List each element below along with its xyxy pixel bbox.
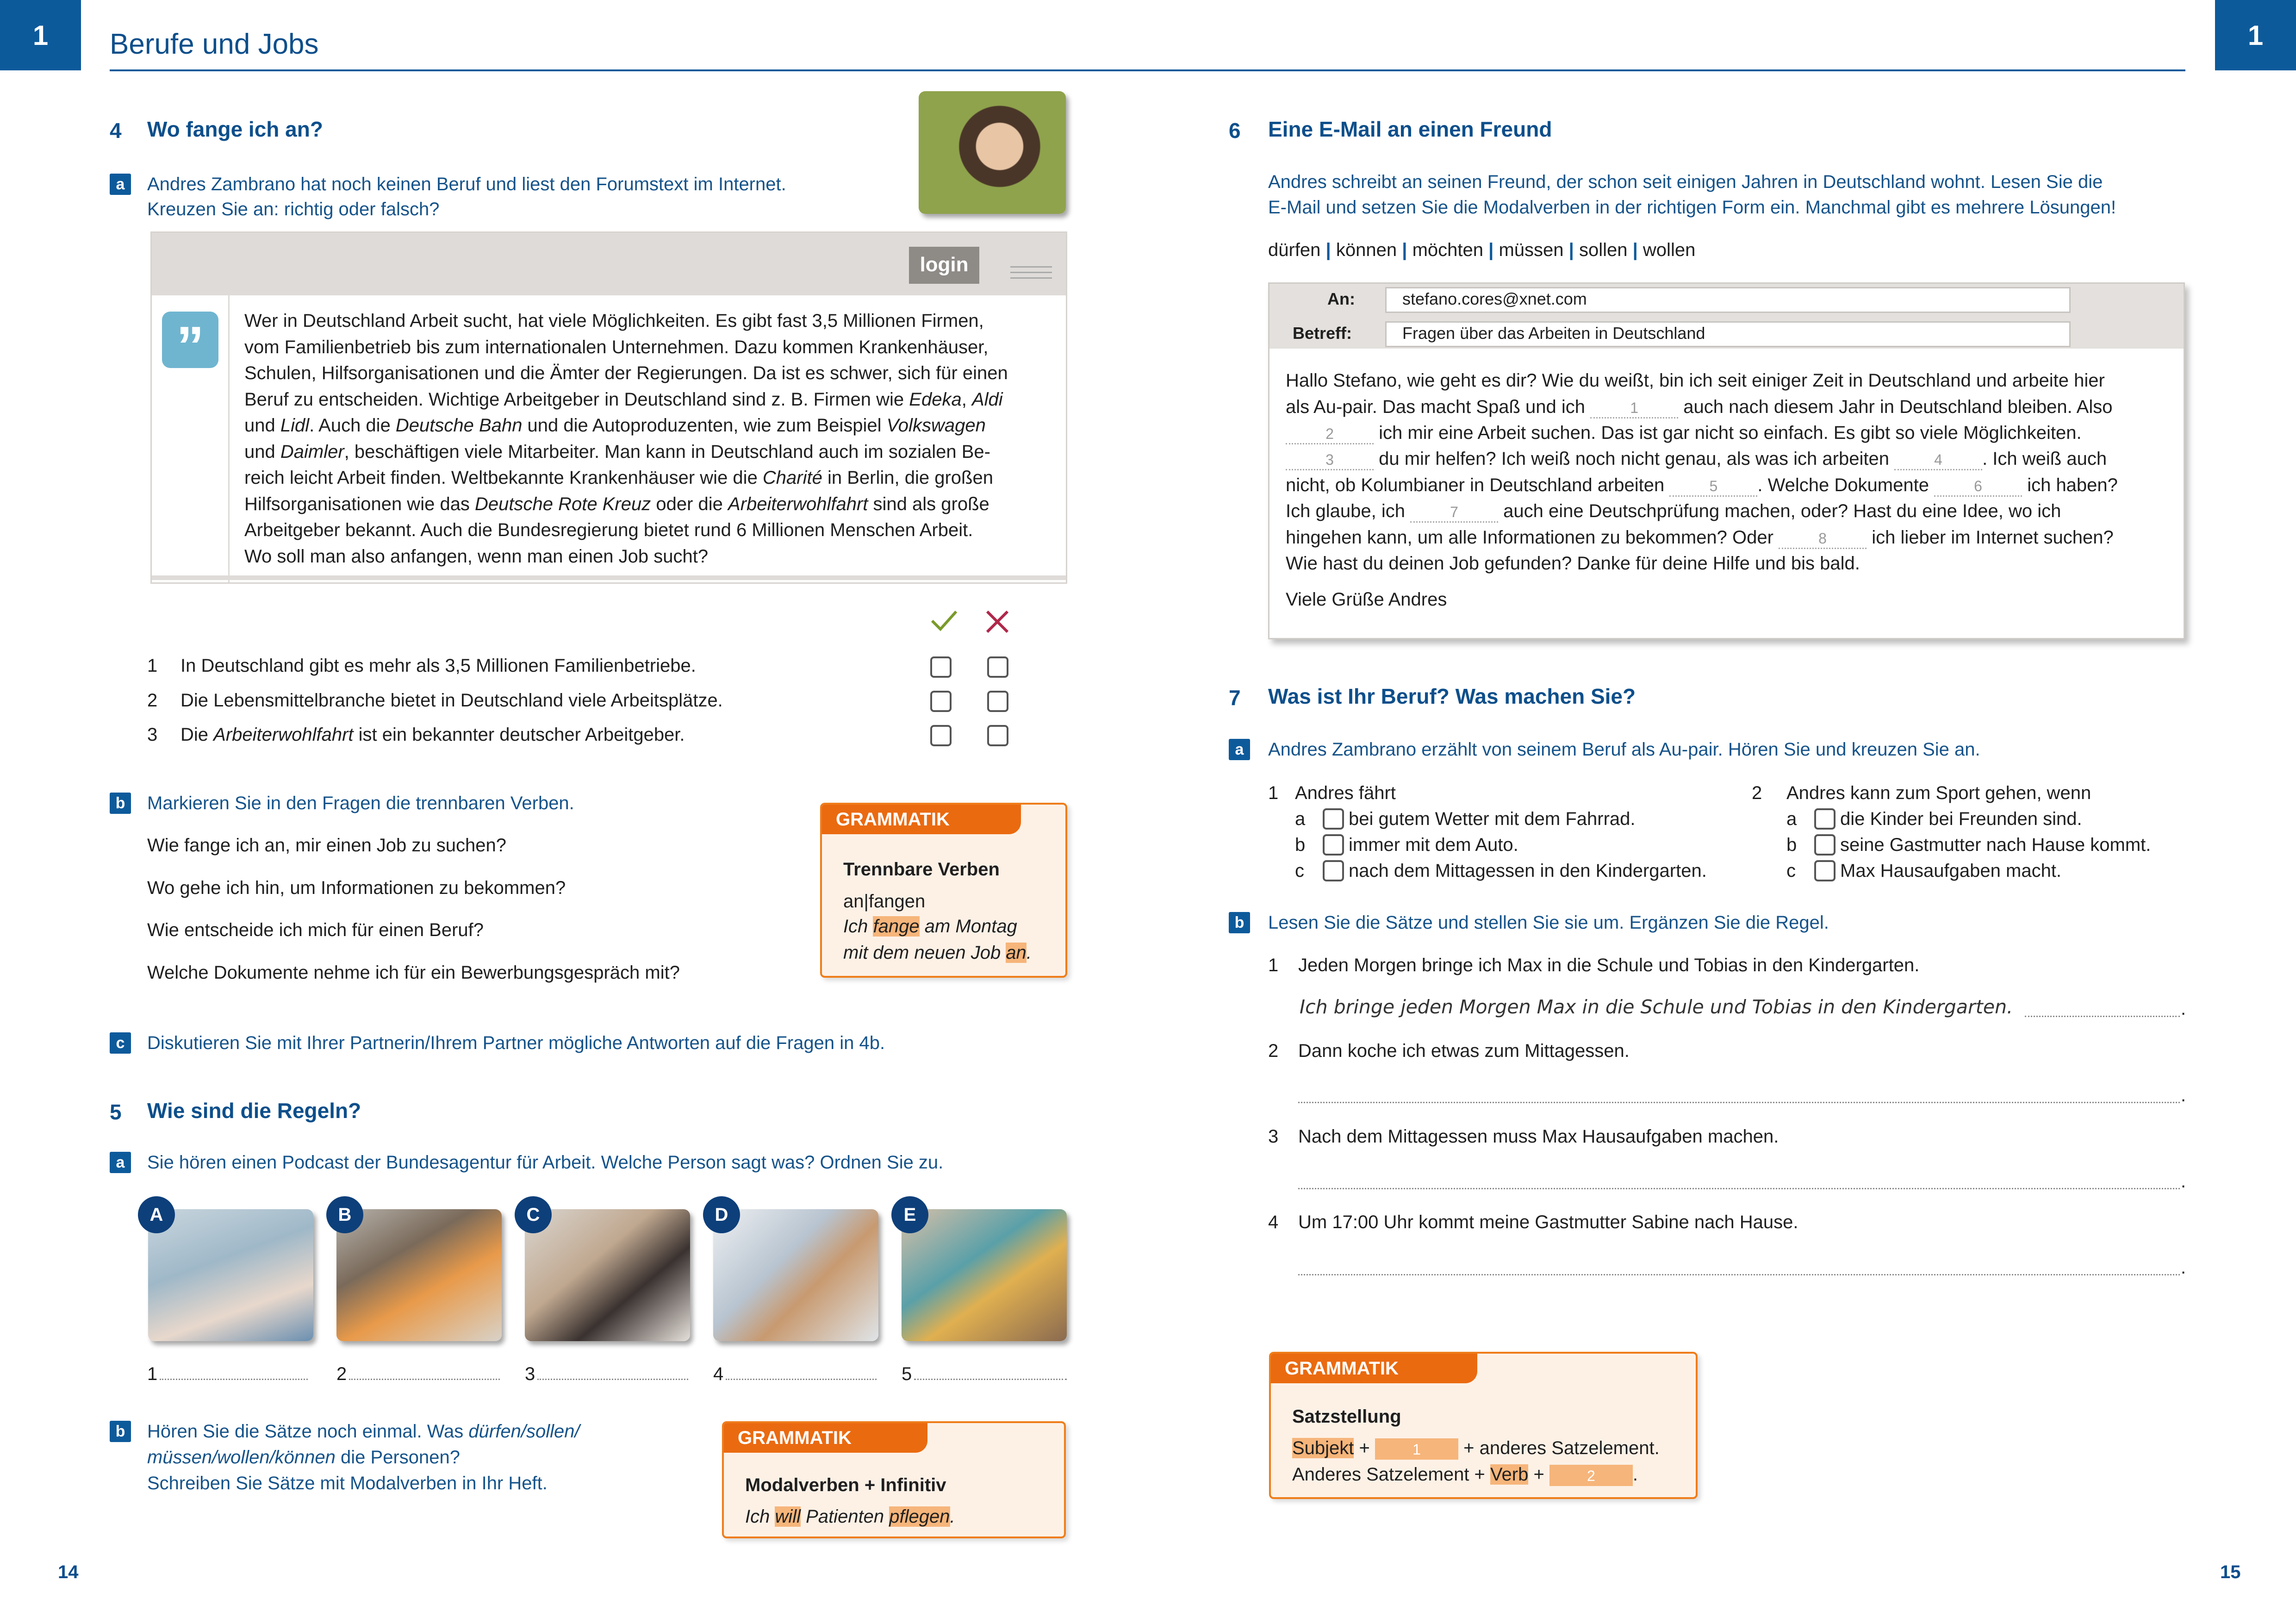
answer-5-line[interactable] bbox=[914, 1379, 1067, 1380]
q1-number: 1 bbox=[1268, 783, 1279, 803]
sentence-4-number: 4 bbox=[1268, 1212, 1279, 1232]
photo-hairdresser bbox=[525, 1209, 690, 1341]
email-gap-2[interactable]: 2 bbox=[1286, 425, 1374, 444]
email-line-4: 3 du mir helfen? Ich weiß noch nicht genau, als was ich arbeiten 4 . Ich weiß auch bbox=[1286, 446, 2107, 472]
checkmark-icon bbox=[930, 609, 958, 632]
exercise-7b-instruction: Lesen Sie die Sätze und stellen Sie sie um. Ergänzen Sie die Regel. bbox=[1268, 912, 1829, 933]
q2-option-b-checkbox[interactable] bbox=[1814, 834, 1836, 856]
q1-option-b-letter: b bbox=[1295, 835, 1306, 855]
exercise-7a-instruction: Andres Zambrano erzählt von seinem Beruf als Au-pair. Hören Sie und kreuzen Sie an. bbox=[1268, 739, 1980, 760]
statement-3-false-checkbox[interactable] bbox=[987, 725, 1008, 746]
photo-office bbox=[713, 1209, 878, 1341]
q2-option-a-letter: a bbox=[1786, 809, 1797, 829]
exercise-4c-instruction: Diskutieren Sie mit Ihrer Partnerin/Ihrem Partner mögliche Antworten auf die Fragen in 4b. bbox=[147, 1033, 885, 1053]
statement-2-number: 2 bbox=[147, 690, 158, 711]
email-line-1: Hallo Stefano, wie geht es dir? Wie du weißt, bin ich seit einiger Zeit in Deutschland und arbeite hier bbox=[1286, 370, 2105, 391]
sentence-4-period: . bbox=[2181, 1257, 2186, 1278]
answer-2-number: 2 bbox=[336, 1364, 347, 1384]
q2-option-c-letter: c bbox=[1786, 861, 1796, 881]
q1-option-a-text: bei gutem Wetter mit dem Fahrrad. bbox=[1349, 809, 1636, 829]
menu-icon[interactable] bbox=[1010, 266, 1052, 279]
forum-line-6: und Daimler, beschäftigen viele Mitarbeiter. Man kann in Deutschland auch im sozialen Be- bbox=[244, 442, 990, 462]
exercise-4b-instruction: Markieren Sie in den Fragen die trennbaren Verben. bbox=[147, 793, 574, 813]
cross-icon bbox=[984, 609, 1010, 635]
answer-4-line[interactable] bbox=[726, 1379, 877, 1380]
q1-stem: Andres fährt bbox=[1295, 783, 1396, 803]
forum-line-1: Wer in Deutschland Arbeit sucht, hat viele Möglichkeiten. Es gibt fast 3,5 Millionen Firmen, bbox=[244, 311, 984, 331]
grammar-gap-2[interactable]: 2 bbox=[1549, 1465, 1633, 1486]
photo-badge-a: A bbox=[138, 1196, 175, 1233]
exercise-5-title: Wie sind die Regeln? bbox=[147, 1099, 361, 1123]
email-line-7: hingehen kann, um alle Informationen zu bekommen? Oder 8 ich lieber im Internet suchen? bbox=[1286, 525, 2114, 550]
email-signature: Viele Grüße Andres bbox=[1286, 589, 1447, 610]
answer-5-number: 5 bbox=[902, 1364, 912, 1384]
chapter-title: Berufe und Jobs bbox=[110, 28, 319, 60]
q1-option-b-text: immer mit dem Auto. bbox=[1349, 835, 1518, 855]
chapter-number-right: 1 bbox=[2215, 0, 2296, 70]
email-to-value: stefano.cores@xnet.com bbox=[1402, 289, 1587, 308]
exercise-7-number: 7 bbox=[1229, 686, 1241, 710]
login-button[interactable]: login bbox=[909, 247, 979, 284]
photo-badge-b: B bbox=[326, 1196, 363, 1233]
exercise-6-intro-2: E-Mail und setzen Sie die Modalverben in der richtigen Form ein. Manchmal gibt es mehrere Lösungen! bbox=[1268, 197, 2116, 218]
photo-badge-c: C bbox=[515, 1196, 552, 1233]
grammar-rule-2: Anderes Satzelement + Verb + 2 . bbox=[1292, 1462, 1638, 1487]
grammar-label-7: GRAMMATIK bbox=[1271, 1354, 1477, 1383]
forum-line-8: Hilfsorganisationen wie das Deutsche Rote Kreuz oder die Arbeiterwohlfahrt sind als große bbox=[244, 494, 989, 514]
email-line-6: Ich glaube, ich 7 auch eine Deutschprüfung machen, oder? Hast du eine Idee, wo ich bbox=[1286, 498, 2061, 524]
sentence-2-number: 2 bbox=[1268, 1041, 1279, 1061]
grammar-example-line-1: Ich fange am Montag bbox=[843, 916, 1017, 937]
grammar-label: GRAMMATIK bbox=[822, 805, 1021, 834]
forum-line-5: und Lidl. Auch die Deutsche Bahn und die Autoproduzenten, wie zum Beispiel Volkswagen bbox=[244, 415, 986, 436]
question-4: Welche Dokumente nehme ich für ein Bewerbungsgespräch mit? bbox=[147, 962, 680, 983]
chapter-number-left: 1 bbox=[0, 0, 81, 70]
answer-2-line[interactable] bbox=[349, 1379, 500, 1380]
andres-portrait bbox=[919, 91, 1066, 214]
photo-painter bbox=[336, 1209, 502, 1341]
photo-dentist bbox=[148, 1209, 313, 1341]
sentence-1-number: 1 bbox=[1268, 955, 1279, 975]
sentence-2-text: Dann koche ich etwas zum Mittagessen. bbox=[1298, 1041, 1630, 1061]
statement-1-true-checkbox[interactable] bbox=[930, 656, 952, 678]
statement-2-false-checkbox[interactable] bbox=[987, 691, 1008, 712]
exercise-4c-tag: c bbox=[110, 1032, 131, 1054]
statement-3-true-checkbox[interactable] bbox=[930, 725, 952, 746]
answer-3-line[interactable] bbox=[537, 1379, 688, 1380]
answer-3-number: 3 bbox=[525, 1364, 535, 1384]
email-to-label: An: bbox=[1327, 289, 1355, 308]
grammar-example-line-2: mit dem neuen Job an. bbox=[843, 943, 1032, 963]
q2-option-a-checkbox[interactable] bbox=[1814, 808, 1836, 830]
question-1: Wie fange ich an, mir einen Job zu suchen? bbox=[147, 835, 506, 856]
q2-stem: Andres kann zum Sport gehen, wenn bbox=[1786, 783, 2091, 803]
q2-number: 2 bbox=[1752, 783, 1762, 803]
page-number-right: 15 bbox=[2220, 1562, 2241, 1582]
email-line-3: 2 ich mir eine Arbeit suchen. Das ist gar nicht so einfach. Es gibt so viele Möglichkeiten. bbox=[1286, 420, 2082, 446]
forum-line-4: Beruf zu entscheiden. Wichtige Arbeitgeber in Deutschland sind z. B. Firmen wie Edeka, Aldi bbox=[244, 389, 1003, 410]
sentence-3-number: 3 bbox=[1268, 1126, 1279, 1147]
statement-3-number: 3 bbox=[147, 725, 158, 745]
email-gap-6[interactable]: 6 bbox=[1934, 477, 2022, 497]
q1-option-b-checkbox[interactable] bbox=[1323, 834, 1344, 856]
sentence-4-answer-line[interactable] bbox=[1298, 1274, 2180, 1275]
exercise-5a-instruction: Sie hören einen Podcast der Bundesagentur für Arbeit. Welche Person sagt was? Ordnen Sie zu. bbox=[147, 1152, 944, 1173]
exercise-6-title: Eine E-Mail an einen Freund bbox=[1268, 117, 1552, 141]
answer-1-number: 1 bbox=[147, 1364, 158, 1384]
exercise-5b-tag: b bbox=[110, 1421, 131, 1442]
exercise-6-intro-1: Andres schreibt an seinen Freund, der schon seit einigen Jahren in Deutschland wohnt. Lesen Sie die bbox=[1268, 172, 2103, 192]
email-gap-3[interactable]: 3 bbox=[1286, 450, 1374, 470]
header-rule bbox=[110, 69, 2185, 71]
email-subject-label: Betreff: bbox=[1293, 324, 1352, 343]
email-line-5: nicht, ob Kolumbianer in Deutschland arbeiten 5 . Welche Dokumente 6 ich haben? bbox=[1286, 472, 2118, 498]
quote-icon: ” bbox=[162, 312, 218, 368]
exercise-7a-tag: a bbox=[1229, 739, 1250, 760]
answer-1-line[interactable] bbox=[160, 1379, 308, 1380]
exercise-5b-instruction-3: Schreiben Sie Sätze mit Modalverben in Ihr Heft. bbox=[147, 1473, 548, 1493]
sentence-1-text: Jeden Morgen bringe ich Max in die Schule und Tobias in den Kindergarten. bbox=[1298, 955, 1920, 975]
exercise-7b-tag: b bbox=[1229, 912, 1250, 933]
page-number-left: 14 bbox=[58, 1562, 79, 1582]
answer-4-number: 4 bbox=[713, 1364, 724, 1384]
q2-option-c-text: Max Hausaufgaben macht. bbox=[1840, 861, 2062, 881]
email-gap-7[interactable]: 7 bbox=[1410, 503, 1498, 523]
grammar-label-5: GRAMMATIK bbox=[724, 1423, 927, 1453]
exercise-5a-tag: a bbox=[110, 1152, 131, 1173]
grammar-example-infinitive: an|fangen bbox=[843, 891, 926, 912]
sentence-2-period: . bbox=[2181, 1085, 2186, 1106]
email-line-8: Wie hast du deinen Job gefunden? Danke für deine Hilfe und bis bald. bbox=[1286, 553, 1860, 574]
exercise-4a-tag: a bbox=[110, 174, 131, 195]
grammar-rule-1: Subjekt + 1 + anderes Satzelement. bbox=[1292, 1435, 1660, 1461]
exercise-4a-instruction-1: Andres Zambrano hat noch keinen Beruf und liest den Forumstext im Internet. bbox=[147, 174, 786, 194]
photo-badge-d: D bbox=[703, 1196, 740, 1233]
email-gap-1[interactable]: 1 bbox=[1590, 399, 1678, 418]
statement-1-text: In Deutschland gibt es mehr als 3,5 Millionen Familienbetriebe. bbox=[180, 656, 696, 676]
exercise-6-number: 6 bbox=[1229, 119, 1241, 143]
sentence-3-text: Nach dem Mittagessen muss Max Hausaufgaben machen. bbox=[1298, 1126, 1779, 1147]
forum-line-3: Schulen, Hilfsorganisationen und die Ämter der Regierungen. Da ist es schwer, sich für einen bbox=[244, 363, 1008, 383]
forum-line-2: vom Familienbetrieb bis zum internationalen Unternehmen. Dazu kommen Krankenhäuser, bbox=[244, 337, 989, 357]
forum-bottom-rule bbox=[152, 575, 1066, 580]
grammar-title-modal: Modalverben + Infinitiv bbox=[745, 1475, 946, 1495]
grammar-example-modal: Ich will Patienten pflegen. bbox=[745, 1506, 955, 1527]
q1-option-a-checkbox[interactable] bbox=[1323, 808, 1344, 830]
statement-2-text: Die Lebensmittelbranche bietet in Deutschland viele Arbeitsplätze. bbox=[180, 690, 723, 711]
q1-option-c-text: nach dem Mittagessen in den Kindergarten. bbox=[1349, 861, 1707, 881]
exercise-5b-instruction-1: Hören Sie die Sätze noch einmal. Was dürfen/sollen/ bbox=[147, 1421, 580, 1442]
question-2: Wo gehe ich hin, um Informationen zu bekommen? bbox=[147, 878, 566, 898]
q1-option-c-checkbox[interactable] bbox=[1323, 860, 1344, 881]
exercise-4-title: Wo fange ich an? bbox=[147, 117, 323, 141]
email-gap-4[interactable]: 4 bbox=[1894, 450, 1982, 470]
q2-option-b-letter: b bbox=[1786, 835, 1797, 855]
forum-line-10: Wo soll man also anfangen, wenn man einen Job sucht? bbox=[244, 546, 709, 567]
exercise-4a-instruction-2: Kreuzen Sie an: richtig oder falsch? bbox=[147, 199, 440, 219]
statement-1-false-checkbox[interactable] bbox=[987, 656, 1008, 678]
q1-option-a-letter: a bbox=[1295, 809, 1306, 829]
q1-option-c-letter: c bbox=[1295, 861, 1304, 881]
modal-verb-list: dürfen | können | möchten | müssen | sollen | wollen bbox=[1268, 240, 1696, 260]
sentence-1-period: . bbox=[2181, 999, 2186, 1019]
q2-option-b-text: seine Gastmutter nach Hause kommt. bbox=[1840, 835, 2151, 855]
email-subject-value: Fragen über das Arbeiten in Deutschland bbox=[1402, 324, 1705, 343]
q2-option-a-text: die Kinder bei Freunden sind. bbox=[1840, 809, 2082, 829]
sentence-2-answer-line[interactable] bbox=[1298, 1102, 2180, 1103]
q2-option-c-checkbox[interactable] bbox=[1814, 860, 1836, 881]
photo-badge-e: E bbox=[891, 1196, 928, 1233]
grammar-title-separable: Trennbare Verben bbox=[843, 859, 1000, 880]
statement-3-text: Die Arbeiterwohlfahrt ist ein bekannter deutscher Arbeitgeber. bbox=[180, 725, 685, 745]
statement-2-true-checkbox[interactable] bbox=[930, 691, 952, 712]
email-gap-8[interactable]: 8 bbox=[1779, 529, 1867, 549]
exercise-5-number: 5 bbox=[110, 1100, 122, 1124]
sentence-4-text: Um 17:00 Uhr kommt meine Gastmutter Sabine nach Hause. bbox=[1298, 1212, 1798, 1232]
forum-line-7: reich leicht Arbeit finden. Weltbekannte Krankenhäuser wie die Charité in Berlin, die großen bbox=[244, 468, 993, 488]
photo-kindergarten bbox=[902, 1209, 1067, 1341]
sentence-1-answer: Ich bringe jeden Morgen Max in die Schule und Tobias in den Kindergarten. bbox=[1300, 996, 2013, 1018]
statement-1-number: 1 bbox=[147, 656, 158, 676]
exercise-4b-tag: b bbox=[110, 793, 131, 814]
grammar-title-word-order: Satzstellung bbox=[1292, 1406, 1401, 1427]
email-line-2: als Au-pair. Das macht Spaß und ich 1 auch nach diesem Jahr in Deutschland bleiben. Also bbox=[1286, 394, 2112, 420]
grammar-gap-1[interactable]: 1 bbox=[1375, 1438, 1458, 1460]
exercise-5b-instruction-2: müssen/wollen/können die Personen? bbox=[147, 1447, 460, 1468]
sentence-3-answer-line[interactable] bbox=[1298, 1188, 2180, 1189]
question-3: Wie entscheide ich mich für einen Beruf? bbox=[147, 920, 484, 940]
exercise-7-title: Was ist Ihr Beruf? Was machen Sie? bbox=[1268, 684, 1636, 708]
exercise-4-number: 4 bbox=[110, 119, 122, 143]
sentence-1-answer-line[interactable] bbox=[2025, 1016, 2180, 1017]
sentence-3-period: . bbox=[2181, 1171, 2186, 1192]
forum-side-divider bbox=[228, 295, 230, 582]
email-gap-5[interactable]: 5 bbox=[1669, 477, 1757, 497]
forum-line-9: Arbeitgeber bekannt. Auch die Bundesregierung bietet rund 6 Millionen Menschen Arbeit. bbox=[244, 520, 973, 540]
